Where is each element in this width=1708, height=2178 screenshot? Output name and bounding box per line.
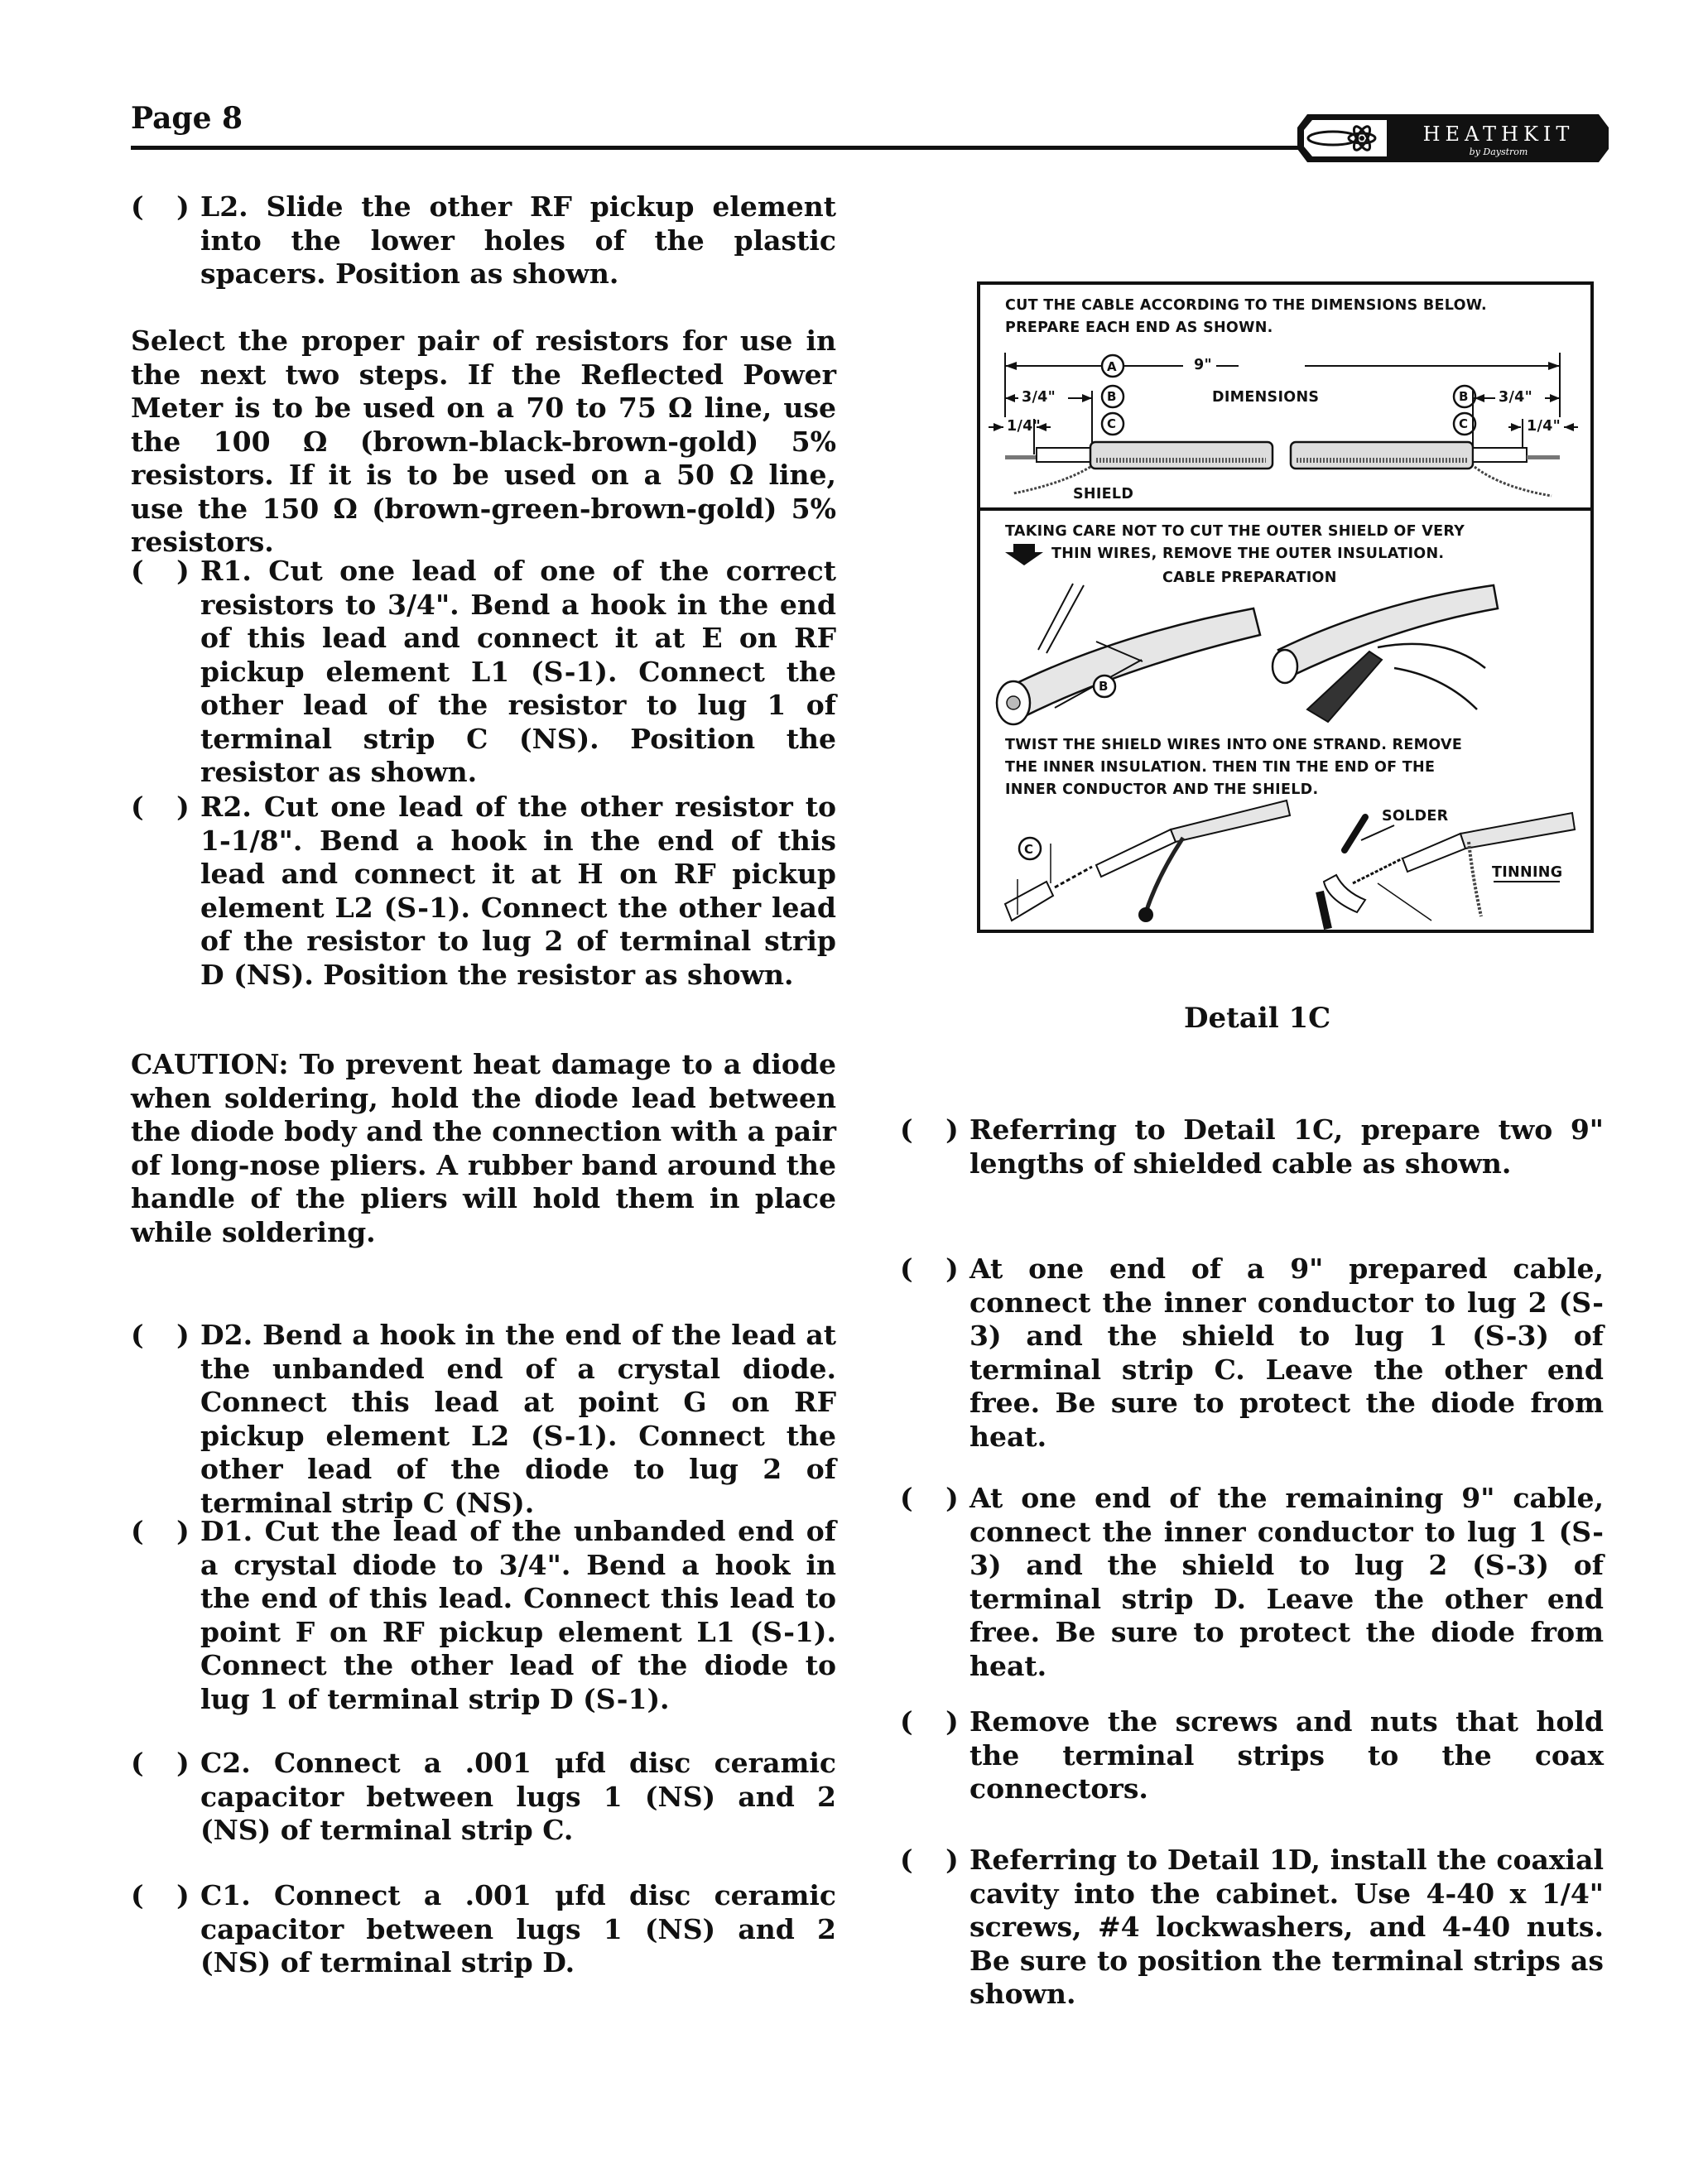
cut-instruction-line2: PREPARE EACH END AS SHOWN. — [1005, 320, 1273, 336]
detail-1c-figure — [977, 281, 1594, 933]
svg-text:by Daystrom: by Daystrom — [1469, 147, 1528, 157]
step-text: Referring to Detail 1C, prepare two 9" lengths of shielded cable as shown. — [969, 1113, 1604, 1180]
cable-preparation-title: CABLE PREPARATION — [1162, 570, 1337, 586]
step-checkbox[interactable]: ( ) — [131, 1319, 201, 1351]
step-checkbox[interactable]: ( ) — [900, 1482, 970, 1514]
down-arrow-icon — [1005, 544, 1043, 565]
step-checkbox[interactable]: ( ) — [131, 791, 201, 823]
left-inner-dimension: 1/4" — [1007, 418, 1042, 435]
step-install-cavity — [900, 1844, 1604, 2012]
label-a: A — [1107, 359, 1117, 374]
step-text: D1. Cut the lead of the unbanded end of a crystal diode to 3/4". Bend a hook in the end of this lead. Connect this lead to point F on RF pickup element L1 (S-1). Connect the other lead of the diode to lug 1 of terminal strip D (S-1). — [200, 1515, 836, 1715]
step-text: L2. Slide the other RF pickup element into the lower holes of the plastic spacers. Position as shown. — [200, 190, 836, 290]
step-checkbox[interactable]: ( ) — [900, 1113, 970, 1146]
label-c-left: C — [1107, 416, 1117, 431]
step-l2 — [131, 190, 836, 291]
step-checkbox[interactable]: ( ) — [900, 1844, 970, 1876]
step-text: Remove the screws and nuts that hold the terminal strips to the coax connectors. — [969, 1705, 1604, 1805]
step-checkbox[interactable]: ( ) — [131, 1515, 201, 1547]
step-r2 — [131, 791, 836, 992]
step-prepare-cables — [900, 1113, 1604, 1180]
label-c-right: C — [1459, 416, 1469, 431]
page-number: Page 8 — [131, 101, 243, 136]
step-text: C2. Connect a .001 μfd disc ceramic capacitor between lugs 1 (NS) and 2 (NS) of terminal strip C. — [200, 1747, 836, 1846]
cable-dimensions-section — [980, 285, 1590, 511]
tin-instruction-line2: THE INNER INSULATION. THEN TIN THE END OF THE — [1005, 759, 1436, 776]
cable-preparation-section — [980, 511, 1590, 734]
step-text: Referring to Detail 1D, install the coaxial cavity into the cabinet. Use 4-40 x 1/4" screws, #4 lockwashers, and 4-40 nuts. Be sure to position the terminal strips as shown. — [969, 1844, 1604, 2010]
step-checkbox[interactable]: ( ) — [900, 1252, 970, 1285]
cut-instruction-line1: CUT THE CABLE ACCORDING TO THE DIMENSIONS BELOW. — [1005, 297, 1487, 314]
step-text: D2. Bend a hook in the end of the lead at the unbanded end of a crystal diode. Connect this lead at point G on RF pickup element L2 (S-1). Connect the other lead of the diode to lug 2 of terminal strip C (NS). — [200, 1319, 836, 1519]
twist-and-tin-section — [980, 734, 1590, 930]
step-checkbox[interactable]: ( ) — [131, 1747, 201, 1779]
right-outer-dimension: 3/4" — [1499, 389, 1533, 406]
header-rule — [131, 146, 1306, 150]
step-connect-cable-strip-c — [900, 1252, 1604, 1454]
step-remove-screws — [900, 1705, 1604, 1806]
step-text: At one end of a 9" prepared cable, connect the inner conductor to lug 2 (S-3) and the shield to lug 1 (S-3) of terminal strip C. Leave the other end free. Be sure to protect the diode from heat. — [969, 1252, 1604, 1453]
label-b-left: B — [1107, 389, 1117, 404]
dimensions-label: DIMENSIONS — [1212, 389, 1320, 406]
tinning-label: TINNING — [1492, 864, 1563, 881]
step-checkbox[interactable]: ( ) — [131, 555, 201, 587]
step-d2 — [131, 1319, 836, 1520]
figure-caption: Detail 1C — [1184, 1002, 1331, 1035]
cable-preparation-drawing — [980, 511, 1590, 734]
caution-note: CAUTION: To prevent heat damage to a diode when soldering, hold the diode lead between the diode body and the connection with a pair of long-nose pliers. A rubber band around the handle of the pliers will hold them in place while soldering. — [131, 1048, 836, 1248]
step-checkbox[interactable]: ( ) — [131, 1879, 201, 1911]
svg-text:HEATHKIT: HEATHKIT — [1422, 123, 1575, 146]
left-outer-dimension: 3/4" — [1022, 389, 1056, 406]
step-text: R2. Cut one lead of the other resistor to 1-1/8". Bend a hook in the end of this lead and connect it at H on RF pickup element L2 (S-1). Connect the other lead of the resistor to lug 2 of terminal strip D (NS). Position the resistor as shown. — [200, 791, 836, 991]
step-text: At one end of the remaining 9" cable, connect the inner conductor to lug 1 (S-3) and the shield to lug 2 (S-3) of terminal strip D. Leave the other end free. Be sure to protect the diode from heat. — [969, 1482, 1604, 1682]
total-length-label: 9" — [1194, 357, 1212, 373]
label-c-tin: C — [1024, 842, 1034, 857]
right-inner-dimension: 1/4" — [1527, 418, 1561, 435]
label-b-prep: B — [1099, 679, 1109, 694]
tin-instruction-line3: INNER CONDUCTOR AND THE SHIELD. — [1005, 781, 1319, 798]
twist-and-tin-drawing — [980, 734, 1590, 930]
step-connect-cable-strip-d — [900, 1482, 1604, 1683]
heathkit-logo — [1296, 109, 1610, 167]
step-r1 — [131, 555, 836, 790]
step-text: C1. Connect a .001 μfd disc ceramic capacitor between lugs 1 (NS) and 2 (NS) of terminal strip D. — [200, 1879, 836, 1978]
resistor-selection-note: Select the proper pair of resistors for use in the next two steps. If the Reflected Power Meter is to be used on a 70 to 75 Ω line, use the 100 Ω (brown-black-brown-gold) 5% resistors. If it is to be used on a 50 Ω line, use the 150 Ω (brown-green-brown-gold) 5% resistors. — [131, 325, 836, 558]
prep-instruction-line2: THIN WIRES, REMOVE THE OUTER INSULATION. — [1051, 546, 1445, 562]
step-text: R1. Cut one lead of one of the correct resistors to 3/4". Bend a hook in the end of this lead and connect it at E on RF pickup element L1 (S-1). Connect the other lead of the resistor to lug 1 of terminal strip C (NS). Position the resistor as shown. — [200, 555, 836, 788]
step-d1 — [131, 1515, 836, 1716]
prep-instruction-line1: TAKING CARE NOT TO CUT THE OUTER SHIELD OF VERY — [1005, 523, 1465, 540]
solder-label: SOLDER — [1382, 808, 1449, 825]
step-c1 — [131, 1879, 836, 1980]
step-c2 — [131, 1747, 836, 1848]
tin-instruction-line1: TWIST THE SHIELD WIRES INTO ONE STRAND. REMOVE — [1005, 737, 1463, 753]
label-b-right: B — [1459, 389, 1469, 404]
step-checkbox[interactable]: ( ) — [900, 1705, 970, 1738]
shield-label: SHIELD — [1073, 486, 1134, 502]
step-checkbox[interactable]: ( ) — [131, 190, 201, 223]
